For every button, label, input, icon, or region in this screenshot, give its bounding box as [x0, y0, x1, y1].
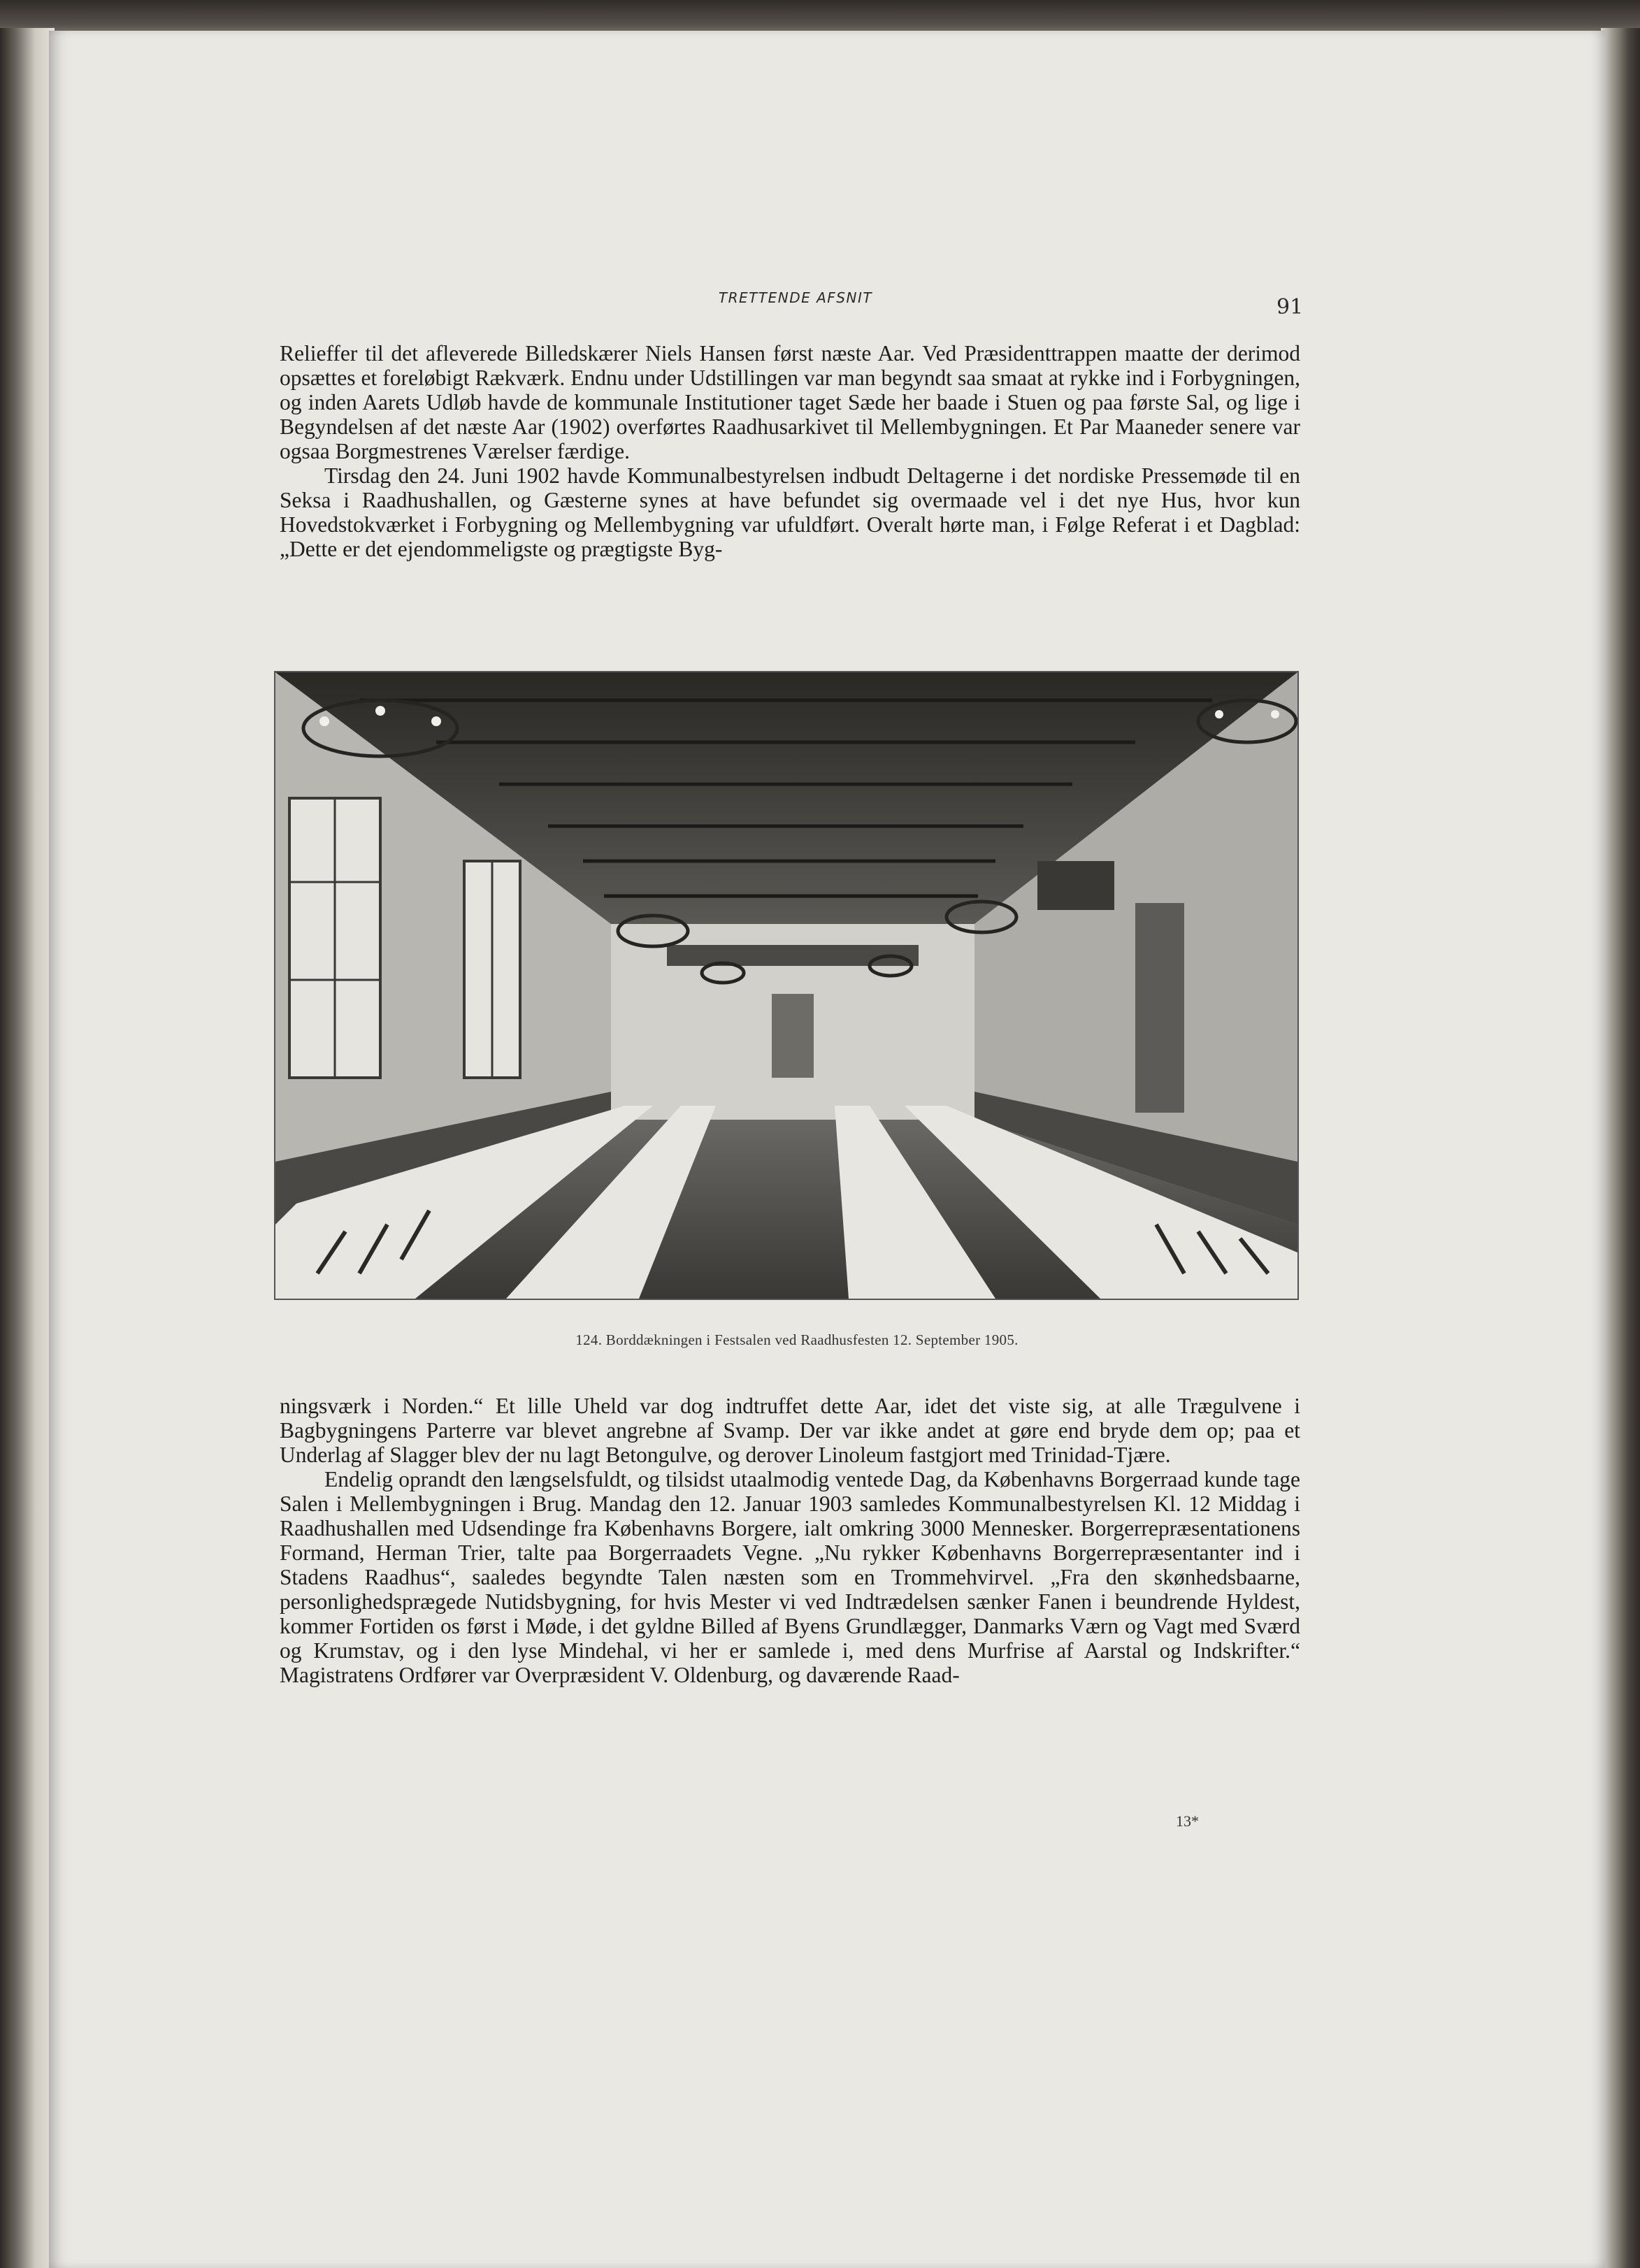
text-block-bottom: [280, 1394, 1300, 1687]
banquet-hall-photo: [275, 672, 1297, 1299]
book-edge-right: [1601, 28, 1640, 2268]
paragraph: Relieffer til det afleverede Billedskærer Niels Hansen først næste Aar. Ved Præsidenttrappen maatte der derimod opsættes et foreløbigt Rækværk. Endnu under Udstillingen var man begyndt saa smaat at rykke ind i Forbygningen, og inden Aarets Udløb havde de kommunale Institutioner taget Sæde her baade i Stuen og paa første Sal, og lige i Begyndelsen af det næste Aar (1902) overførtes Raadhusarkivet til Mellembygningen. Et Par Maaneder senere var ogsaa Borgmestrenes Værelser færdige.: [280, 341, 1300, 463]
paragraph: ningsværk i Norden.“ Et lille Uheld var dog indtruffet dette Aar, idet det viste sig, at alle Trægulvene i Bagbygningens Parterre var blevet angrebne af Svamp. Der var ikke andet at gøre end bryde dem op; paa et Underlag af Slagger blev der nu lagt Betongulve, og derover Linoleum fastgjort med Trinidad-Tjære.: [280, 1394, 1300, 1467]
book-top-edge: [0, 0, 1640, 35]
page-number: 91: [1276, 295, 1304, 319]
text-block-top: [280, 341, 1300, 561]
figure-caption: 124. Borddækningen i Festsalen ved Raadhusfesten 12. September 1905.: [575, 1331, 1019, 1348]
paragraph: Tirsdag den 24. Juni 1902 havde Kommunalbestyrelsen indbudt Deltagerne i det nordiske Pressemøde til en Seksa i Raadhushallen, og Gæsterne synes at have befundet sig overmaade vel i det nye Hus, hvor kun Hovedstokværket i Forbygning og Mellembygning var ufuldført. Overalt hørte man, i Følge Referat i et Dagblad: „Dette er det ejendommeligste og prægtigste Byg-: [280, 463, 1300, 561]
figure-photograph: [274, 671, 1299, 1300]
signature-mark: 13*: [1176, 1812, 1199, 1830]
running-head: TRETTENDE AFSNIT: [718, 289, 873, 306]
book-gutter-left: [0, 28, 55, 2268]
paragraph: Endelig oprandt den længselsfuldt, og tilsidst utaalmodig ventede Dag, da Københavns Borgerraad kunde tage Salen i Mellembygningen i Brug. Mandag den 12. Januar 1903 samledes Kommunalbestyrelsen Kl. 12 Middag i Raadhushallen med Udsendinge fra Københavns Borgere, ialt omkring 3000 Mennesker. Borgerrepræsentationens Formand, Herman Trier, talte paa Borgerraadets Vegne. „Nu rykker Københavns Borgerrepræsentanter ind i Stadens Raadhus“, saaledes begyndte Talen næsten som en Trommehvirvel. „Fra den skønhedsbaarne, personlighedsprægede Nutidsbygning, for hvis Mester vi ved Indtrædelsen sænker Fanen i beundrende Hyldest, kommer Fortiden os først i Møde, i det gyldne Billed af Byens Grundlægger, Danmarks Værn og Vagt med Sværd og Krumstav, og i den lyse Mindehal, vi her er samlede i, med dens Murfrise af Aarstal og Indskrifter.“ Magistratens Ordfører var Overpræsident V. Oldenburg, og daværende Raad-: [280, 1467, 1300, 1687]
